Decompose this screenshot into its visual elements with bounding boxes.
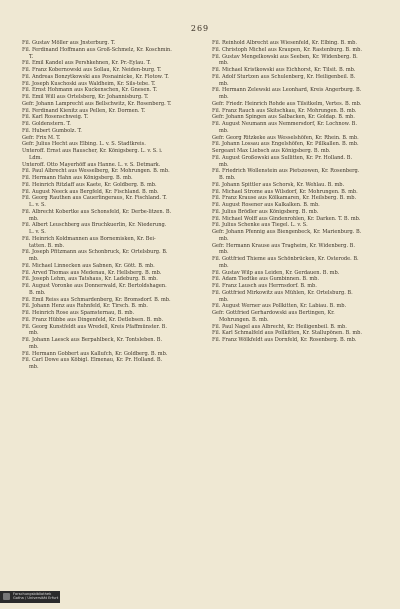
list-entry: Sergeant Max Liebsch aus Königsberg. B. mb. xyxy=(212,148,331,154)
list-entry: Gefr. Gottfried Gerhardowski aus Bertingen, Kr. Mohrungen. B. mb. xyxy=(212,310,335,323)
list-entry: Gefr. Frix M. T. xyxy=(22,134,61,141)
list-entry: Fil. Heinrich Rose aus Spamsternau, B. mb. xyxy=(22,310,135,316)
list-entry: Fil. Franz Hübbe aus Dingenfeld, Kr. Detlebsen. B. mb. xyxy=(22,316,164,323)
list-entry: Fil. August Voronke aus Donnerwald, Kr. Bertoldshagen. B. mb. xyxy=(22,283,167,296)
library-logo-icon xyxy=(3,593,10,600)
list-entry: Fil. Michael Strome aus Wilsdorf, Kr. Mohrungen. B. mb. xyxy=(212,188,358,195)
list-entry: Fil. Emil Will aus Ortelsberg, Kr. Johannisburg. T. xyxy=(22,94,149,100)
list-entry: Fil. Albert Leuschberg aus Bruchkuerlin, Kr. Niederung. L. v. S. xyxy=(22,222,167,235)
list-entry: Fil. Goldenstern. T. xyxy=(22,121,71,127)
list-entry: Fil. Andreas Bonzytkowski aus Posnainicke, Kr. Flotow. T. xyxy=(22,73,169,80)
list-entry: Fil. Adam Tiedtke aus Gumbinnen. B. mb. xyxy=(212,276,319,283)
list-entry: Gefr. Hermann Krause aus Tragheim, Kr. Widenberg. B. mb. xyxy=(212,242,355,256)
list-entry: Fil. Georg Kunstfeldt aus Wredell, Kreis Pfaffmünster. B. mb. xyxy=(22,323,167,337)
list-entry: Fil. Franz Lausch aus Herrnsdorf. B. mb. xyxy=(212,283,317,289)
list-entry: Fil. Joseph Lehm, aus Tatshaus, Kr. Ladeburg. B. mb. xyxy=(22,276,158,283)
list-entry: Fil. Carl Dowe aus Köbigl. Elmenau, Kr. Pr. Holland. B. mb. xyxy=(22,357,163,370)
list-entry: Fil. August Rosener aus Kalkalken. B. mb. xyxy=(212,202,320,208)
list-entry: Fil. Reinhold Albrecht aus Wiesenfeld, Kr. Elbing. B. mb. xyxy=(212,40,358,46)
list-entry: Gefr. Friedr. Heinrich Rohde aus Tilsitkelm, Vertes. B. mb. xyxy=(212,100,362,107)
list-entry: Fil. Paul Albrecht aus Wesselberg, Kr. Mohrungen. B. mb. xyxy=(22,168,170,175)
list-entry: Fil. Karl Schmalfeld aus Pollkitten, Kr. Stallupönen. B. mb. xyxy=(212,330,362,337)
list-entry: Fil. Franz Rauch aus Skitschkau, Kr. Mohrungen. B. mb. xyxy=(212,107,357,114)
list-entry: Gefr. Julius Hecht aus Elbing. L. v. S. Stadtkreis. xyxy=(22,141,146,148)
list-entry: Fil. Julius Brödler aus Königsberg. B. mb. xyxy=(212,208,319,215)
list-entry: Gefr. Johann Pfennig aus Biengenbeck, Kr. Marienburg. B. mb. xyxy=(212,229,362,242)
list-entry: Fil. Georg Rauthen aus Cauerlingeraus, Kr. Fischland. T. L. v. S. xyxy=(22,195,167,208)
list-entry: Fil. Gustav Wilp aus Leiden, Kr. Gerdauen. B. mb. xyxy=(212,269,340,276)
list-entry: Fil. Michael Linnecken aus Sabnen, Kr. Gött. B. mb. xyxy=(22,262,155,269)
list-entry: Fil. Emil Kandel aus Pershkehnen, Kr. Pr.-Eylau. T. xyxy=(22,60,151,67)
list-entry: Fil. Arved Thomas aus Medenau, Kr. Hellsberg. B. mb. xyxy=(22,269,162,276)
list-entry: Fil. Michael Wolff aus Gindenrohlen, Kr. Darken. T. B. mb. xyxy=(212,215,361,222)
list-entry: Fil. Ferdinand Hoffmann aus Groß-Schmelz, Kr. Koschmin. T. xyxy=(22,46,172,60)
list-entry: Fil. Emil Reiss aus Schmardenberg, Kr. Bromsdorf. B. mb. xyxy=(22,296,171,303)
list-entry: Fil. Ferdinand Kienitz aus Pellen, Kr. Dormen. T. xyxy=(22,107,146,114)
list-entry: Fil. August Werner aus Pollkitten, Kr. Labiau. B. mb. xyxy=(212,303,347,310)
list-entry: Fil. Johann Lossau aus Engelshöfen, Kr. Pillkallen. B. mb. xyxy=(212,141,359,148)
list-entry: Fil. Friedrich Wollenstein aus Pietszowen, Kr. Rosenberg. B. mb. xyxy=(212,168,360,181)
list-entry: Fil. Karl Rosenschweig. T. xyxy=(22,114,89,121)
list-entry: Fil. Heinrich Koldmannen aus Bornemisken, Kr. Bei-tatten. B. mb. xyxy=(22,235,156,249)
list-entry: Fil. Franz Krause aus Kölkamaren, Kr. Heilsberg. B. mb. xyxy=(212,195,357,202)
list-entry: Fil. Franz Wölkfeldt aus Dornfeld, Kr. Rosenberg. B. mb. xyxy=(212,337,357,343)
list-entry: Fil. August Neumann aus Nemmersdorf, Kr. Lochnow. B. mb. xyxy=(212,121,357,134)
footer-text: Forschungsbibliothek Gotha / Universität Erfurt xyxy=(13,592,59,601)
list-entry: Unteroff. Ernst aus Rauscher, Kr. Königsberg. L. v. S. i. Ldm. xyxy=(22,148,163,161)
list-entry: Fil. Ernst Hohmann aus Kuckenschen, Kr. Gnesen. T. xyxy=(22,87,158,94)
list-entry: Fil. Julius Schenke aus Tiegel. L. v. S. xyxy=(212,222,308,229)
left-column xyxy=(22,40,172,371)
list-entry: Fil. Johann Spittler aus Schorsk, Kr. Wehlau. B. mb. xyxy=(212,181,345,188)
list-entry: Gefr. Johann Lamprecht aus Bellschwitz, Kr. Rosenberg. T. xyxy=(22,100,172,107)
list-entry: Fil. Johann Laesck aus Berpahlbeck, Kr. Tontsleben. B. mb. xyxy=(22,337,163,350)
list-entry: Fil. Franz Kobernowski aus Sollau, Kr. Neiden-burg. T. xyxy=(22,67,162,73)
list-entry: Fil. Hubert Gumbolz. T. xyxy=(22,127,82,134)
list-entry: Fil. Michael Kristkowski aus Eichhorst, Kr. Tilsit. B. mb. xyxy=(212,67,356,73)
list-entry: Fil. August Großowski aus Sullitten, Kr. Pr. Holland. B. mb. xyxy=(212,154,353,168)
list-entry: Fil. Gottfried Mirkowitz aus Mühlen, Kr. Ortelsburg. B. mb. xyxy=(212,289,353,303)
list-entry: Fil. Gustav Mengelkowski aus Seeben, Kr. Widenberg. B. mb. xyxy=(212,53,358,67)
list-entry: Fil. Gustav Möller aus Jnsterburg. T. xyxy=(22,40,116,46)
list-entry: Unteroff. Otto Mayerhöff aus Hanne. L. v. S. Detmark. xyxy=(22,161,161,168)
list-entry: Gefr. Georg Ritzkeke aus Wesselshöfen, Kr. Rhein. B. mb. xyxy=(212,134,359,141)
list-entry: Fil. Hermann Hahn aus Königsberg. B. mb. xyxy=(22,175,133,181)
list-entry: Fil. Joseph Kuschoski aus Waldheim, Kr. Sils-tebe. T. xyxy=(22,80,156,87)
list-entry: Fil. Johann Henz aus Ruhnfeld, Kr. Tirsch. B. mb. xyxy=(22,303,148,310)
list-entry: Fil. Gottfried Thieme aus Schönbrücken, Kr. Osterode. B. mb. xyxy=(212,256,359,269)
list-entry: Fil. Hermann Gobbert aus Kallufch, Kr. Goldberg. B. mb. xyxy=(22,350,168,357)
list-entry: Fil. Paul Nagel aus Albrecht, Kr. Heiligenbeil. B. mb. xyxy=(212,323,347,330)
page-number: 269 xyxy=(190,24,210,33)
right-column xyxy=(212,40,362,344)
list-entry: Fil. Albrecht Kobertke aus Schonsfeld, Kr. Derbe-litzen. B. mb. xyxy=(22,208,172,222)
list-entry: Fil. Joseph Pfitzmann aus Schonbruck, Kr. Ortelsburg. B. mb. xyxy=(22,249,168,262)
list-entry: Fil. August Neeck aus Bergfeld, Kr. Fischland. B. mb. xyxy=(22,188,159,195)
list-entry: Gefr. Johann Spingen aus Salbacken, Kr. Goldap. B. mb. xyxy=(212,114,355,121)
footer-logo xyxy=(0,591,60,603)
list-entry: Fil. Adolf Sturtzen aus Schulenberg, Kr. Heiligenbeil. B. mb. xyxy=(212,73,356,87)
list-entry: Fil. Heinrich Ritzlaff aus Kaete, Kr. Goldberg. B. mb. xyxy=(22,181,157,188)
list-entry: Fil. Hermann Zelewski aus Leonhard, Kreis Angerburg. B. mb. xyxy=(212,87,362,100)
list-entry: Fil. Christoph Michel aus Kraupen, Kr. Rastenburg. B. mb. xyxy=(212,46,362,53)
